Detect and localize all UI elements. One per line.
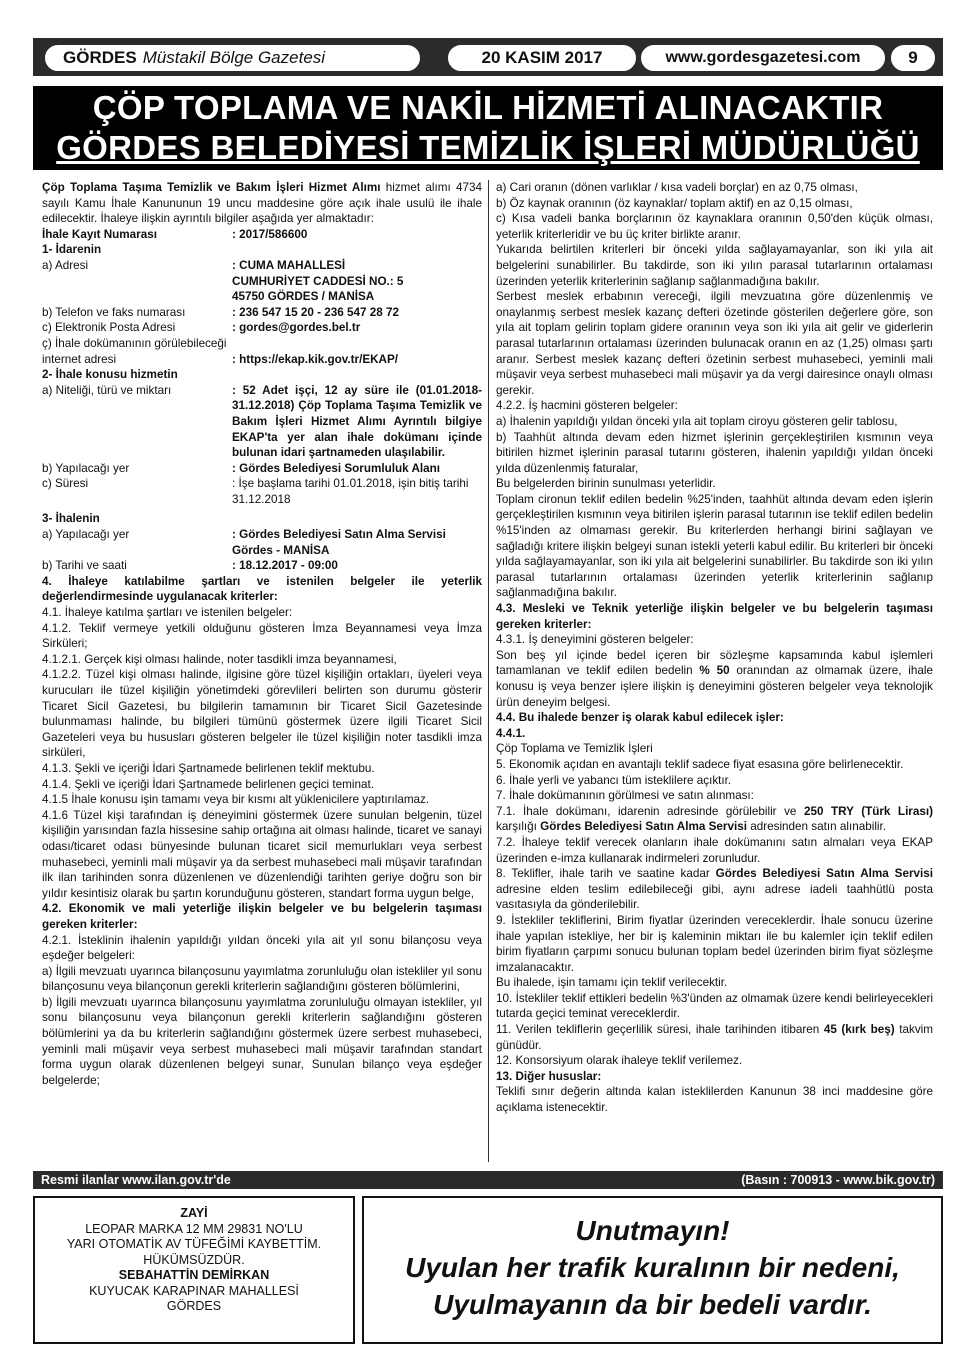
para-12: 12. Konsorsiyum olarak ihaleye teklif verilemez. xyxy=(496,1054,743,1068)
address-value: : CUMA MAHALLESİ CUMHURİYET CADDESİ NO.: 5 45750 GÖRDES / MANİSA xyxy=(232,258,404,304)
p11-days: 45 (kırk beş) xyxy=(823,1023,895,1037)
p8-text-1: 8. Teklifler, ihale tarih ve saatine kadar xyxy=(496,867,716,881)
p11-text-2: takvim günüdür. xyxy=(496,1023,934,1052)
page-header xyxy=(33,38,943,76)
headline-banner xyxy=(33,86,943,170)
para-4-2-1-b: b) İlgili mevzuatı uyarınca bilançosunu yayımlatma zorunluluğu olmayan istekliler, yıl sonu bilançosunu veya bilançonun gerekli kriterlerin sağlandığını gösteren bölümlerini ya da bu kriterlerin sağlandığını göstermek üzere serbest muhasebeci, yeminli mali müşavir veya serbest muhasebeci mali müşavir tarafından standart forma uygun olarak düzenlenen belgeyi sunar, Sunulan bilanço veya eşdeğer belgelerde; xyxy=(42,995,482,1087)
para-4-1-3: 4.1.3. Şekli ve içeriği İdari Şartnamede belirlenen teklif mektubu. xyxy=(42,761,375,775)
footer-left: Resmi ilanlar www.ilan.gov.tr'de xyxy=(41,1173,231,1187)
p71-text-3: adresinden satın alınabilir. xyxy=(746,820,887,834)
para-two-years: Yukarıda belirtilen kriterleri bir önceki yılda sağlayamayanlar, son iki yıla ait belgelerini sunabilirler. Bu takdirde, son iki yılın parasal tutarlarının ortalaması üzerinden yeterlik kriterlerinin sağlanıp sağlanmadığına bakılır. xyxy=(496,243,933,288)
paper-name: GÖRDES xyxy=(63,48,137,67)
criterion-a: a) Cari oranın (dönen varlıklar / kısa vadeli borçlar) en az 0,75 olması, xyxy=(496,181,858,194)
phone-label: b) Telefon ve faks numarası xyxy=(42,305,186,319)
notice-footer xyxy=(33,1171,943,1189)
experience-text-1: Son beş yıl içinde bedel içeren bir sözleşme kapsamında kabul işlemleri tamamlanan ve teklif edilen bedelin xyxy=(496,648,933,678)
address-label: a) Adresi xyxy=(42,258,89,272)
p8-office: Gördes Belediyesi Satın Alma Servisi xyxy=(715,867,933,881)
slogan-line-3: Uyulmayanın da bir bedeli vardır. xyxy=(433,1289,872,1320)
website-link[interactable]: www.gordesgazetesi.com xyxy=(641,45,885,71)
tender-date-row xyxy=(42,558,482,574)
para-9-b: Bu ihalede, işin tamamı için teklif verilecektir. xyxy=(496,976,728,990)
para-4-2-1: 4.2.1. İsteklinin ihalenin yapıldığı yıldan önceki yıla ait yıl sonu bilançosu veya eşdeğer belgeleri: xyxy=(42,933,482,963)
lost-notice-line-5: GÖRDES xyxy=(166,1299,222,1313)
para-4-2-1-a: a) İlgili mevzuatı uyarınca bilançosunu yayımlatma zorunluluğu olan istekliler yıl sonu bilançosunu veya bilançonun gerekli kriterlerin sağlandığını gösteren bölümlerini, xyxy=(42,964,482,994)
tender-place-value: : Gördes Belediyesi Satın Alma Servisi Gördes - MANİSA xyxy=(232,528,446,557)
phone-row xyxy=(42,305,482,321)
lost-notice-line-2: YARI OTOMATİK AV TÜFEĞİMİ KAYBETTİM. xyxy=(66,1237,322,1251)
email-value[interactable]: : gordes@gordes.bel.tr xyxy=(232,321,361,335)
address-row xyxy=(42,258,482,305)
issue-date: 20 KASIM 2017 xyxy=(448,45,636,71)
para-8 xyxy=(496,866,933,913)
para-5: 5. Ekonomik açıdan en avantajlı teklif sadece fiyat esasına göre belirlenecektir. xyxy=(496,757,904,771)
scope-label: a) Niteliği, türü ve miktarı xyxy=(42,383,172,397)
para-6: 6. İhale yerli ve yabancı tüm isteklilere açıktır. xyxy=(496,773,732,787)
criterion-c: c) Kısa vadeli banka borçlarının öz kaynaklara oranının 0,50'den küçük olması, yeterlik kriterleridir ve bu üç kriter birlikte aranır. xyxy=(496,212,933,241)
p71-text-2: karşılığı xyxy=(496,820,541,834)
column-divider xyxy=(488,180,489,1162)
section-4-title: 4. İhaleye katılabilme şartları ve istenilen belgeler ile yeterlik değerlendirmesinde uygulanacak kriterler: xyxy=(42,574,482,604)
para-7-2: 7.2. İhaleye teklif verecek olanların ihale dokümanını satın almaları veya EKAP üzerinden e-imza kullanarak indirmeleri zorunludur. xyxy=(496,835,933,865)
page-number: 9 xyxy=(891,45,935,71)
slogan-line-2: Uyulan her trafik kuralının bir nedeni, xyxy=(405,1252,900,1283)
experience-text-2: oranından az olmamak üzere, ihale konusu iş veya benzer işlere ilişkin iş deneyimini gösteren belgeler veya teknolojik ürün deneyim belgesi. xyxy=(496,664,934,709)
tender-place-row xyxy=(42,527,482,558)
phone-value: : 236 547 15 20 - 236 547 28 72 xyxy=(232,305,400,319)
lost-notice-box xyxy=(33,1196,355,1344)
registry-row xyxy=(42,227,482,243)
para-10: 10. İstekliler teklif ettikleri bedelin %3'ünden az olmamak üzere kendi belirleyecekleri tutarda geçici teminat vereceklerdir. xyxy=(496,991,933,1021)
traffic-slogan-box xyxy=(362,1196,943,1344)
intro-text: hizmet alımı 4734 sayılı Kamu İhale Kanununun 19 uncu maddesine göre açık ihale usulü ile ihale edilecektir. İhaleye ilişkin ayrıntılı bilgiler aşağıda yer almaktadır: xyxy=(42,181,482,226)
p71-office: Gördes Belediyesi Satın Alma Servisi xyxy=(540,820,747,834)
section-1-title: 1- İdarenin xyxy=(42,243,102,257)
para-one-sufficient: Bu belgelerden birinin sunulması yeterlidir. xyxy=(496,477,716,491)
para-13-title: 13. Diğer hususlar: xyxy=(496,1069,602,1083)
web-label: ç) İhale dokümanının görülebileceği internet adresi xyxy=(42,336,227,366)
para-freelance: Serbest meslek erbabının vereceği, ilgili mevzuatına göre düzenlenmiş ve onaylanmış serbest meslek kazanç defteri özetinde gösterilen değerlere göre, son yıla ait toplam gelirin toplam gidere oranının veya son iki yıla ait gelir ve giderlerin parasal tutarlarının ortalaması üzerinden bulunacak oranın en az (1,25) olması şartı aranır. Serbest meslek kazanç defteri özetinin serbest muhasebeci, yeminli mali müşavir veya serbest muhasebeci mali müşavir ya da vergi dairesince onaylı olması gerekir. xyxy=(496,290,933,397)
intro-paragraph xyxy=(42,180,482,227)
registry-value: : 2017/586600 xyxy=(232,227,308,241)
para-turnover: Toplam cironun teklif edilen bedelin %25'inden, taahhüt altında devam eden işlerin gerçekleştirilen kısmının veya bitirilen işlerin parasal tutarının ise teklif edilen bedelin %15'inden az olmaması gerekir. Bu kriterlerden herhangi birini sağlayan ve sağladığı kritere ilişkin belgeyi sunan istekli yeterli kabul edilir. Bu kriterleri bir önceki yılda sağlayamayanlar, son iki yıla ait belgelerini sunabilirler. Bu takdirde son iki yılın parasal tutarlarının ortalaması üzerinden yeterlik kriterlerinin sağlanıp sağlanmadığına bakılır. xyxy=(496,492,933,600)
right-column xyxy=(496,180,933,1116)
location-label: b) Yapılacağı yer xyxy=(42,461,130,475)
newspaper-name xyxy=(45,45,420,71)
lost-notice-line-1: LEOPAR MARKA 12 MM 29831 NO'LU xyxy=(85,1221,303,1236)
para-experience xyxy=(496,648,933,710)
para-4-4-title: 4.4. Bu ihalede benzer iş olarak kabul edilecek işler: xyxy=(496,711,784,725)
left-column xyxy=(42,180,482,1088)
section-3-title: 3- İhalenin xyxy=(42,512,100,526)
scope-row xyxy=(42,383,482,461)
duration-row xyxy=(42,476,482,507)
lost-notice-name: SEBAHATTİN DEMİRKAN xyxy=(118,1268,270,1282)
para-4-1-5: 4.1.5 İhale konusu işin tamamı veya bir kısmı alt yüklenicilere yaptırılamaz. xyxy=(42,793,430,807)
para-4-1-2: 4.1.2. Teklif vermeye yetkili olduğunu gösteren İmza Beyannamesi veya İmza Sirküleri; xyxy=(42,621,482,651)
para-4-2-2-a: a) İhalenin yapıldığı yıldan önceki yıla ait toplam ciroyu gösteren gelir tablosu, xyxy=(496,414,898,428)
slogan-line-1: Unutmayın! xyxy=(575,1215,730,1246)
tender-place-label: a) Yapılacağı yer xyxy=(42,528,130,542)
para-4-2-2-b: b) Taahhüt altında devam eden hizmet işlerinin gerçekleştirilen kısmının veya bitirilen hizmet işlerinin parasal tutarını gösteren, ihalenin yapıldığı yıldan önceki yılda düzenlenmiş faturalar, xyxy=(496,430,933,475)
web-row xyxy=(42,336,482,367)
criterion-b: b) Öz kaynak oranının (öz kaynaklar/ toplam aktif) en az 0,15 olması, xyxy=(496,196,853,210)
para-11 xyxy=(496,1022,933,1053)
para-4-1-4: 4.1.4. Şekli ve içeriği İdari Şartnamede belirlenen geçici teminat. xyxy=(42,777,374,791)
scope-value: : 52 Adet işçi, 12 ay süre ile (01.01.2018-31.12.2018) Çöp Toplama Taşıma Temizlik ve Bakım İşleri Hizmet Alımı Ayrıntılı bilgiye EKAP'ta yer alan ihale dokümanı içinde bulunan idari şartnameden ulaşılabilir. xyxy=(232,383,482,460)
similar-work-text: Çöp Toplama ve Temizlik İşleri xyxy=(496,742,653,756)
paper-tagline: Müstakil Bölge Gazetesi xyxy=(142,48,326,67)
footer-right: (Basın : 700913 - www.bik.gov.tr) xyxy=(741,1173,935,1187)
tender-date-label: b) Tarihi ve saati xyxy=(42,559,127,573)
para-4-1-6: 4.1.6 Tüzel kişi tarafından iş deneyimini göstermek üzere sunulan belgenin, tüzel kişiliğin yarısından fazla hissesine sahip ortağına ait olması halinde, ticaret ve sanayi odası/ticaret odası bünyesinde bulunan ticaret sicil memurlukları veya serbest muhasebeci, yeminli mali müşavir ya da serbest muhasebeci mali müşavir tarafından ilk ilan tarihinden sonra düzenlenen ve düzenlendiği tarihten geriye doğru son bir yıldır kesintisiz olarak bu şartın korunduğunu gösteren, standart forma uygun belge, xyxy=(42,808,482,900)
intro-bold: Çöp Toplama Taşıma Temizlik ve Bakım İşleri Hizmet Alımı xyxy=(42,181,381,194)
tender-date-value: : 18.12.2017 - 09:00 xyxy=(232,559,338,573)
para-4-2-2: 4.2.2. İş hacmini gösteren belgeler: xyxy=(496,399,678,413)
duration-label: c) Süresi xyxy=(42,477,89,491)
p71-price: 250 TRY (Türk Lirası) xyxy=(803,804,933,818)
para-4-2-title: 4.2. Ekonomik ve mali yeterliğe ilişkin belgeler ve bu belgelerin taşıması gereken kriterler: xyxy=(42,902,482,931)
lost-notice-line-4: KUYUCAK KARAPINAR MAHALLESİ xyxy=(89,1283,299,1298)
p8-text-2: adresine elden teslim edilebileceği gibi, aynı adrese iadeli taahhütlü posta vasıtasıyla da gönderilebilir. xyxy=(496,882,933,912)
section-2-title: 2- İhale konusu hizmetin xyxy=(42,368,178,382)
headline-subtitle: GÖRDES BELEDİYESİ TEMİZLİK İŞLERİ MÜDÜRLÜĞÜ xyxy=(56,129,920,166)
para-9: 9. İstekliler tekliflerini, Birim fiyatlar üzerinden vereceklerdir. İhale sonucu üzerine ihale yapılan istekliye, her bir iş kaleminin miktarı ile bu kalemler için teklif edilen birim fiyatların çarpımı sonucu bulunan toplam bedel üzerinden birim fiyat sözleşme imzalanacaktır. xyxy=(496,913,933,974)
para-4-3-title: 4.3. Mesleki ve Teknik yeterliğe ilişkin belgeler ve bu belgelerin taşıması gereken kriterler: xyxy=(496,602,933,631)
para-7-1 xyxy=(496,804,933,835)
location-row xyxy=(42,461,482,477)
web-value[interactable]: : https://ekap.kik.gov.tr/EKAP/ xyxy=(232,352,399,366)
email-label: c) Elektronik Posta Adresi xyxy=(42,321,176,335)
registry-label: İhale Kayıt Numarası xyxy=(42,227,157,241)
lost-notice-title: ZAYİ xyxy=(180,1206,208,1220)
para-4-1: 4.1. İhaleye katılma şartları ve istenilen belgeler: xyxy=(42,606,293,620)
para-4-1-2-1: 4.1.2.1. Gerçek kişi olması halinde, noter tasdikli imza beyannamesi, xyxy=(42,652,397,666)
p71-text-1: 7.1. İhale dokümanı, idarenin adresinde görülebilir ve xyxy=(496,804,804,818)
duration-value: : İşe başlama tarihi 01.01.2018, işin bitiş tarihi 31.12.2018 xyxy=(232,477,469,506)
lost-notice-line-3: HÜKÜMSÜZDÜR. xyxy=(143,1252,245,1267)
location-value: : Gördes Belediyesi Sorumluluk Alanı xyxy=(232,461,441,475)
para-4-1-2-2: 4.1.2.2. Tüzel kişi olması halinde, ilgisine göre tüzel kişiliğin ortakları, üyeleri veya kurucuları ile tüzel kişiliğin yönetimdeki görevlileri belirten son durumu gösterir Ticaret Sicil Gazetesi, bu bilgilerin tamamının bir Ticaret Sicil Gazetesinde bulunmaması halinde, bu bilgileri tümünü göstermek üzere ilgili Ticaret Sicil Gazeteleri veya bu hususları gösteren belgeler ile tüzel kişiliğin noter tasdikli imza sirküleri, xyxy=(42,668,482,760)
headline-title: ÇÖP TOPLAMA VE NAKİL HİZMETİ ALINACAKTIR xyxy=(92,89,884,126)
para-4-4-1: 4.4.1. xyxy=(496,726,526,740)
email-row xyxy=(42,320,482,336)
para-4-3-1: 4.3.1. İş deneyimini gösteren belgeler: xyxy=(496,633,694,647)
para-13-text: Teklifi sınır değerin altında kalan isteklilerden Kanunun 38 inci maddesine göre açıklama istenecektir. xyxy=(496,1085,933,1115)
experience-percent: % 50 xyxy=(699,664,730,678)
p11-text-1: 11. Verilen tekliflerin geçerlilik süresi, ihale tarihinden itibaren xyxy=(496,1023,824,1037)
para-7: 7. İhale dokümanının görülmesi ve satın alınması: xyxy=(496,789,754,803)
